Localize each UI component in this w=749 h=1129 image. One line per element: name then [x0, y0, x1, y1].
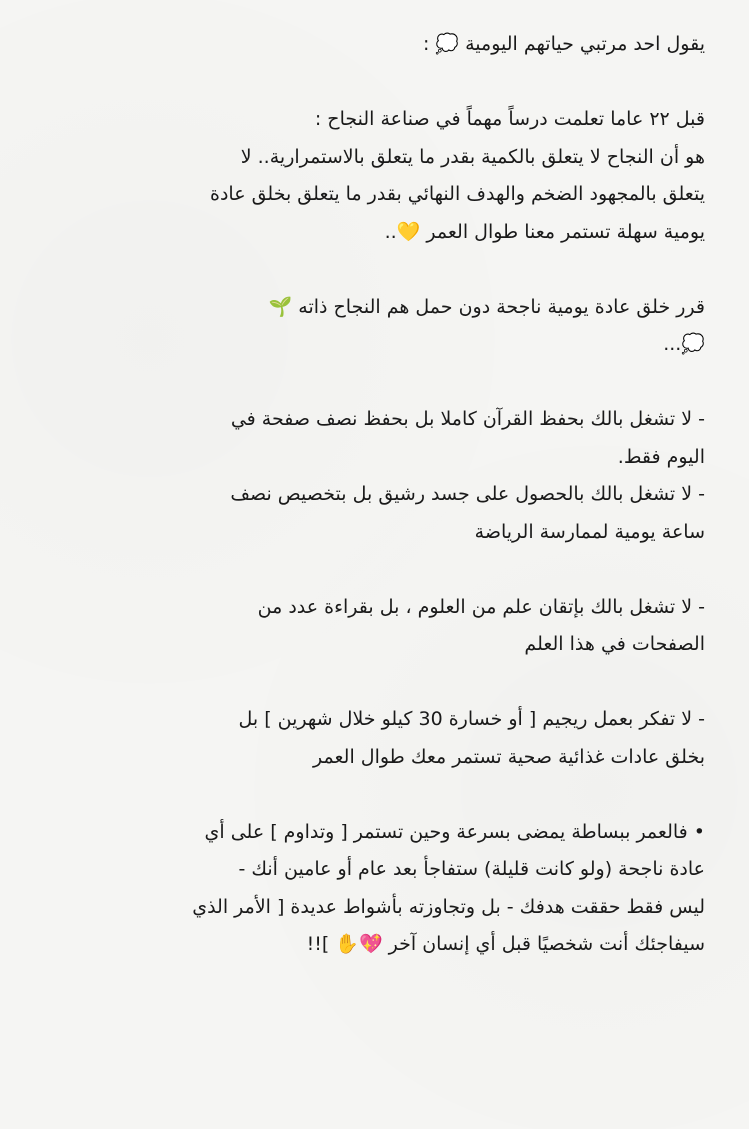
note-line-20: بخلق عادات غذائية صحية تستمر معك طوال العمر	[313, 745, 705, 768]
note-line-1: يقول احد مرتبي حياتهم اليومية 💭 :	[422, 33, 705, 55]
note-line-3: قبل ٢٢ عاما تعلمت درساً مهماً في صناعة النجاح :	[314, 108, 705, 130]
note-line-13: - لا تشغل بالك بالحصول على جسد رشيق بل بتخصيص نصف	[230, 483, 705, 505]
note-line-4: هو أن النجاح لا يتعلق بالكمية بقدر ما يتعلق بالاستمرارية.. لا	[240, 145, 705, 168]
note-line-9: 💭...	[663, 333, 705, 355]
note-line-5: يتعلق بالمجهود الضخم والهدف النهائي بقدر ما يتعلق بخلق عادة	[210, 183, 705, 205]
note-line-23: عادة ناجحة (ولو كانت قليلة) ستفاجأ بعد عام أو عامين أنك -	[238, 858, 705, 880]
note-line-6: يومية سهلة تستمر معنا طوال العمر 💛..	[384, 220, 705, 243]
note-line-12: اليوم فقط.	[617, 445, 705, 468]
note-line-16: - لا تشغل بالك بإتقان علم من العلوم ، بل بقراءة عدد من	[257, 595, 705, 618]
note-blank-line	[58, 664, 705, 702]
note-blank-line	[58, 551, 705, 589]
note-line-11: - لا تشغل بالك بحفظ القرآن كاملا بل بحفظ نصف صفحة في	[230, 408, 705, 430]
note-line-8: قرر خلق عادة يومية ناجحة دون حمل هم النجاح ذاته 🌱	[268, 295, 705, 318]
note-line-25: سيفاجئك أنت شخصيًا قبل أي إنسان آخر 💖✋ ]!!	[306, 933, 705, 955]
note-line-14: ساعة يومية لممارسة الرياضة	[474, 520, 705, 543]
note-line-22: • فالعمر ببساطة يمضى بسرعة وحين تستمر [ وتداوم ] على أي	[204, 820, 705, 843]
note-blank-line	[58, 64, 705, 102]
note-line-24: ليس فقط حققت هدفك - بل وتجاوزته بأشواط عديدة [ الأمر الذي	[192, 895, 705, 918]
note-blank-line	[58, 364, 705, 402]
note-line-17: الصفحات في هذا العلم	[524, 633, 705, 655]
note-blank-line	[58, 776, 705, 814]
note-blank-line	[58, 251, 705, 289]
note-line-19: - لا تفكر بعمل ريجيم [ أو خسارة 30 كيلو خلال شهرين ] بل	[238, 708, 705, 730]
